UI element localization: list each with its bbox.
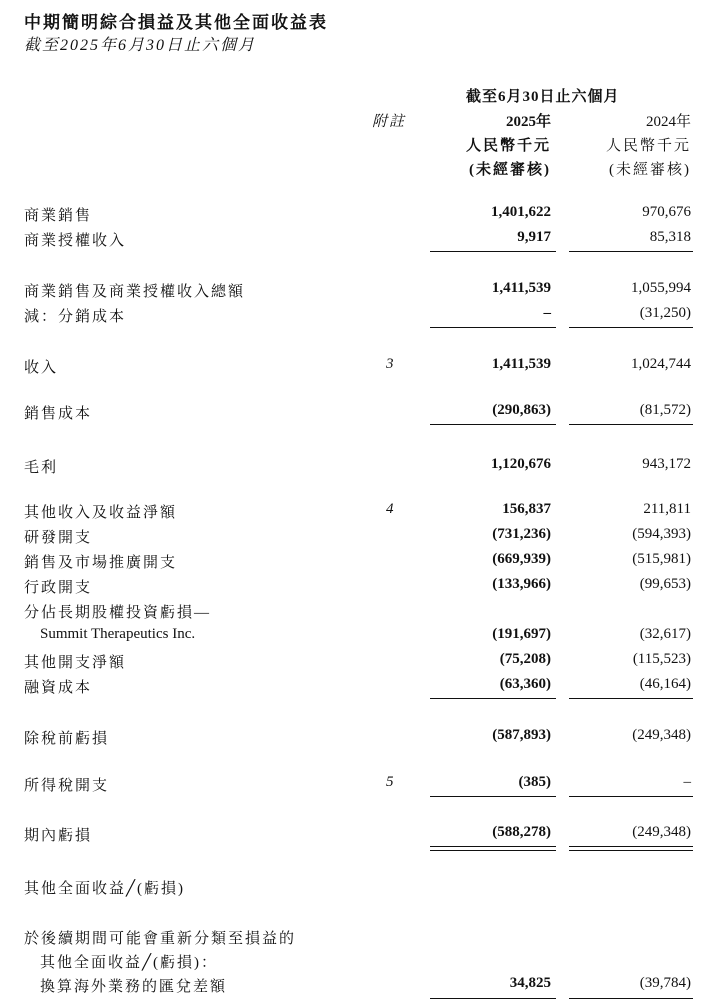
row-label: 融資成本 (24, 680, 93, 696)
subtotal-rule (569, 327, 693, 328)
value-2024: (39,784) (639, 975, 691, 991)
row-label: 於後續期間可能會重新分類至損益的 (24, 931, 297, 947)
total-double-rule (569, 846, 693, 851)
value-2024: 943,172 (642, 456, 691, 472)
statement-title: 中期簡明綜合損益及其他全面收益表 (24, 13, 328, 32)
value-2025: (75,208) (499, 651, 551, 667)
period-header: 截至6月30日止六個月 (466, 89, 620, 105)
value-2025: (63,360) (499, 676, 551, 692)
value-2024: – (683, 774, 691, 790)
row-label: 分佔長期股權投資虧損— (24, 605, 212, 621)
row-label: 毛利 (24, 460, 59, 476)
note-ref: 4 (386, 501, 394, 517)
subtotal-rule (569, 698, 693, 699)
value-2025: 156,837 (502, 501, 551, 517)
row-label: 除稅前虧損 (24, 731, 110, 747)
value-2025: (290,863) (492, 402, 551, 418)
total-double-rule (430, 846, 556, 851)
row-label: 其他全面收益╱(虧損)： (40, 955, 219, 971)
row-label: 銷售成本 (24, 406, 93, 422)
value-2024: 1,024,744 (631, 356, 691, 372)
row-label: 所得稅開支 (24, 778, 110, 794)
row-label: 行政開支 (24, 580, 93, 596)
subtotal-rule (430, 424, 556, 425)
value-2024: (249,348) (632, 727, 691, 743)
value-2025: (669,939) (492, 551, 551, 567)
note-ref: 5 (386, 774, 394, 790)
year-2025-header: 2025年 (505, 114, 551, 130)
value-2024: (46,164) (639, 676, 691, 692)
value-2024: (99,653) (639, 576, 691, 592)
row-label: 其他開支淨額 (24, 655, 127, 671)
value-2024: (81,572) (639, 402, 691, 418)
value-2025: 1,401,622 (491, 204, 551, 220)
row-label: 期內虧損 (24, 828, 93, 844)
row-label: 商業銷售 (24, 208, 93, 224)
value-2024: (515,981) (632, 551, 691, 567)
year-2024-header: 2024年 (645, 114, 691, 130)
subtotal-rule (430, 698, 556, 699)
row-label: 減：分銷成本 (24, 309, 127, 325)
statement-subtitle: 截至2025年6月30日止六個月 (24, 37, 257, 54)
row-label: 收入 (24, 360, 59, 376)
value-2024: (115,523) (632, 651, 691, 667)
value-2025: 1,120,676 (491, 456, 551, 472)
value-2024: 1,055,994 (631, 280, 691, 296)
value-2024: (594,393) (632, 526, 691, 542)
audit-2025-header: (未經審核) (469, 162, 551, 178)
subtotal-rule (569, 424, 693, 425)
subtotal-rule (430, 327, 556, 328)
subtotal-rule (569, 251, 693, 252)
note-ref: 3 (386, 356, 394, 372)
value-2025: (587,893) (492, 727, 551, 743)
row-label: 換算海外業務的匯兌差額 (40, 979, 228, 995)
note-header: 附註 (372, 114, 407, 130)
value-2025: (731,236) (492, 526, 551, 542)
value-2025: 1,411,539 (491, 356, 551, 372)
value-2024: 970,676 (642, 204, 691, 220)
unit-2025-header: 人民幣千元 (465, 138, 551, 154)
subtotal-rule (569, 998, 693, 999)
value-2024: (32,617) (639, 626, 691, 642)
row-label: 研發開支 (24, 530, 93, 546)
row-label: Summit Therapeutics Inc. (40, 626, 196, 642)
value-2025: – (543, 305, 551, 321)
value-2025: (385) (518, 774, 551, 790)
section-heading: 其他全面收益╱(虧損) (24, 881, 186, 897)
subtotal-rule (430, 251, 556, 252)
value-2025: (133,966) (492, 576, 551, 592)
value-2025: (588,278) (492, 824, 551, 840)
subtotal-rule (430, 998, 556, 999)
row-label: 銷售及市場推廣開支 (24, 555, 178, 571)
value-2024: (249,348) (632, 824, 691, 840)
value-2025: 9,917 (517, 229, 551, 245)
value-2025: (191,697) (492, 626, 551, 642)
subtotal-rule (569, 796, 693, 797)
row-label: 商業銷售及商業授權收入總額 (24, 284, 246, 300)
value-2024: 85,318 (649, 229, 691, 245)
value-2024: 211,811 (643, 501, 691, 517)
value-2024: (31,250) (639, 305, 691, 321)
row-label: 其他收入及收益淨額 (24, 505, 178, 521)
subtotal-rule (430, 796, 556, 797)
audit-2024-header: (未經審核) (609, 162, 691, 178)
value-2025: 34,825 (509, 975, 551, 991)
row-label: 商業授權收入 (24, 233, 127, 249)
value-2025: 1,411,539 (491, 280, 551, 296)
unit-2024-header: 人民幣千元 (605, 138, 691, 154)
